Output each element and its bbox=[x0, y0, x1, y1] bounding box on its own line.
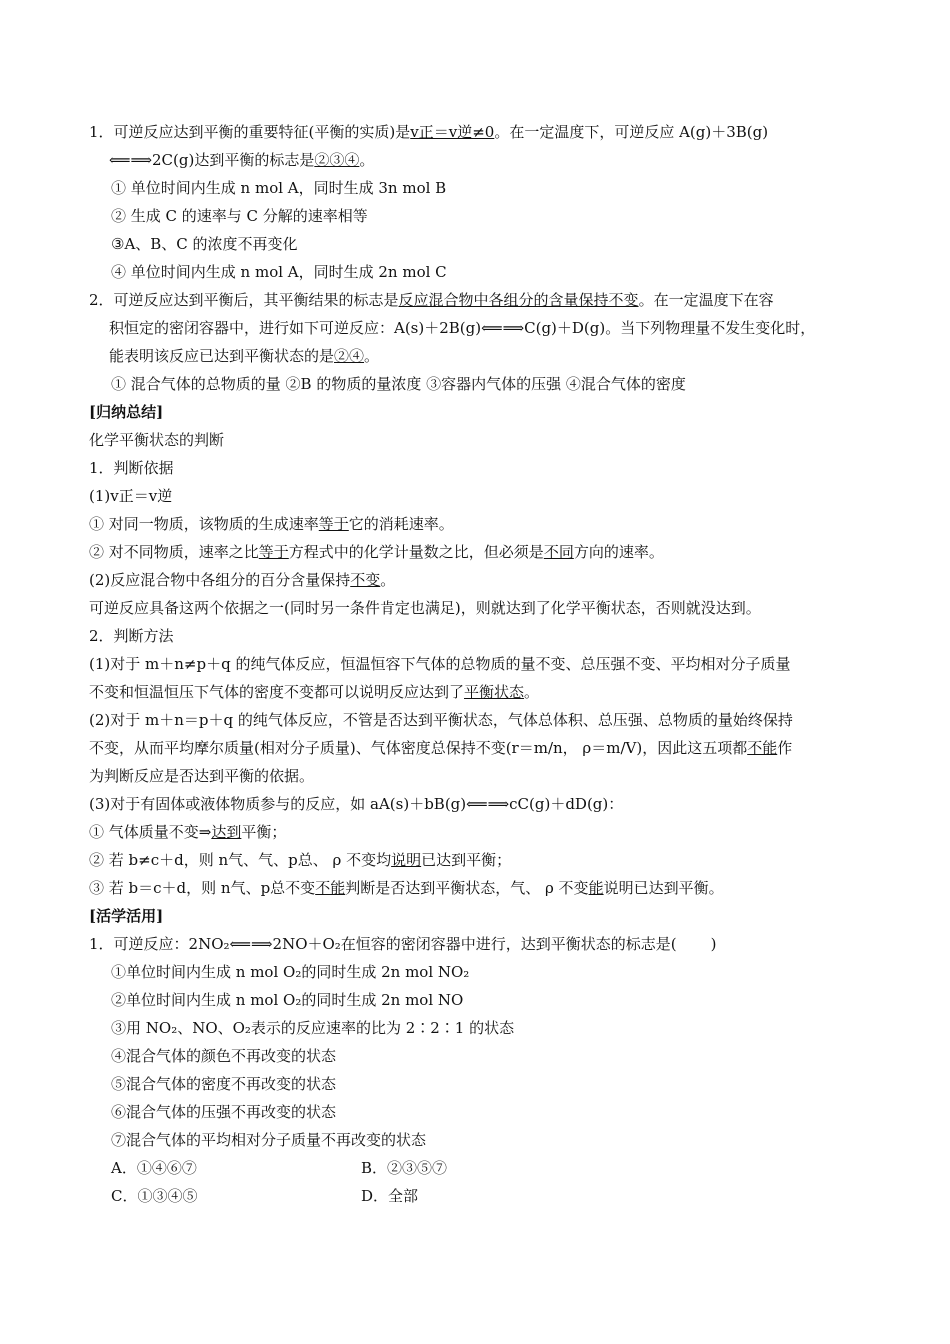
q1-option-2: ② 生成 C 的速率与 C 分解的速率相等 bbox=[111, 207, 368, 225]
question-text-end: ) bbox=[710, 935, 717, 953]
q1-text-b: 。在一定温度下，可逆反应 A(g)＋3B(g) bbox=[494, 123, 769, 141]
q1-text-a: 1．可逆反应达到平衡的重要特征(平衡的实质)是 bbox=[89, 123, 411, 141]
text: 不变，从而平均摩尔质量(相对分子质量)、气体密度总保持不变(r＝m/n， ρ＝m/V)，因此这五项都 bbox=[89, 739, 748, 757]
q1-line-2 bbox=[89, 146, 879, 174]
q2-line-3 bbox=[89, 342, 879, 370]
method-2-line-2 bbox=[89, 734, 879, 762]
summary-heading: [归纳总结] bbox=[89, 403, 164, 421]
q1-answer-b: ②③④ bbox=[314, 151, 360, 169]
method-3-line-1: (3)对于有固体或液体物质参与的反应，如 aA(s)＋bB(g)⟸⟹cC(g)＋dD(g)： bbox=[89, 795, 624, 813]
underlined-answer: 不同 bbox=[543, 543, 574, 561]
choices-row-2 bbox=[89, 1182, 879, 1210]
practice-option-4: ④混合气体的颜色不再改变的状态 bbox=[111, 1047, 337, 1065]
text: ① 对同一物质，该物质的生成速率 bbox=[89, 515, 319, 533]
practice-option-1: ①单位时间内生成 n mol O₂的同时生成 2n mol NO₂ bbox=[111, 963, 470, 981]
summary-point-1a bbox=[89, 510, 879, 538]
method-3-item-2 bbox=[89, 846, 879, 874]
q2-options: ① 混合气体的总物质的量 ②B 的物质的量浓度 ③容器内气体的压强 ④混合气体的密度 bbox=[111, 375, 686, 393]
practice-option-3: ③用 NO₂、NO、O₂表示的反应速率的比为 2∶2∶1 的状态 bbox=[111, 1019, 515, 1037]
text: ② 若 b≠c＋d，则 n气、气、p总、 ρ 不变均 bbox=[89, 851, 392, 869]
q2-text-end: 。 bbox=[364, 347, 380, 365]
summary-point-1b bbox=[89, 538, 879, 566]
method-3-item-3 bbox=[89, 874, 879, 902]
text: ① 气体质量不变⇒ bbox=[89, 823, 212, 841]
document-page bbox=[89, 118, 879, 1210]
underlined-answer: 说明 bbox=[391, 851, 422, 869]
method-1-line-1: (1)对于 m＋n≠p＋q 的纯气体反应，恒温恒容下气体的总物质的量不变、总压强不变、平均相对分子质量 bbox=[89, 655, 791, 673]
underlined-answer: 不能 bbox=[747, 739, 778, 757]
q1-line-1 bbox=[89, 118, 879, 146]
method-2-line-3: 为判断反应是否达到平衡的依据。 bbox=[89, 767, 315, 785]
summary-section-1-1: (1)v正＝v逆 bbox=[89, 487, 173, 505]
choice-b: B．②③⑤⑦ bbox=[361, 1159, 448, 1177]
q1-answer-a: v正＝v逆≠0 bbox=[410, 123, 495, 141]
underlined-answer: 等于 bbox=[318, 515, 349, 533]
text: 不变和恒温恒压下气体的密度不变都可以说明反应达到了 bbox=[89, 683, 465, 701]
underlined-answer: 平衡状态 bbox=[464, 683, 525, 701]
underlined-answer: 达到 bbox=[211, 823, 242, 841]
practice-option-7: ⑦混合气体的平均相对分子质量不再改变的状态 bbox=[111, 1131, 427, 1149]
text: ③ 若 b＝c＋d，则 n气、p总不变 bbox=[89, 879, 316, 897]
practice-option-2: ②单位时间内生成 n mol O₂的同时生成 2n mol NO bbox=[111, 991, 464, 1009]
q2-answer-b: ②④ bbox=[334, 347, 365, 365]
choice-d: D．全部 bbox=[361, 1187, 419, 1205]
text: (2)反应混合物中各组分的百分含量保持 bbox=[89, 571, 351, 589]
q1-option-1: ① 单位时间内生成 n mol A，同时生成 3n mol B bbox=[111, 179, 447, 197]
practice-heading: [活学活用] bbox=[89, 907, 164, 925]
text: 方程式中的化学计量数之比，但必须是 bbox=[288, 543, 544, 561]
choice-c: C．①③④⑤ bbox=[111, 1187, 198, 1205]
q1-text-end: 。 bbox=[359, 151, 375, 169]
underlined-answer: 不变 bbox=[350, 571, 381, 589]
q1-text-c: ⟸⟹2C(g)达到平衡的标志是 bbox=[109, 151, 315, 169]
summary-section-1-2 bbox=[89, 566, 879, 594]
q2-line-2: 积恒定的密闭容器中，进行如下可逆反应：A(s)＋2B(g)⟸⟹C(g)＋D(g)。当下列物理量不发生变化时， bbox=[109, 319, 816, 337]
method-2-line-1: (2)对于 m＋n＝p＋q 的纯气体反应，不管是否达到平衡状态，气体总体积、总压强、总物质的量始终保持 bbox=[89, 711, 793, 729]
practice-option-6: ⑥混合气体的压强不再改变的状态 bbox=[111, 1103, 337, 1121]
practice-question bbox=[89, 930, 879, 958]
text: 作 bbox=[777, 739, 793, 757]
text: 已达到平衡； bbox=[421, 851, 512, 869]
method-1-line-2 bbox=[89, 678, 879, 706]
underlined-answer: 不能 bbox=[315, 879, 346, 897]
q2-answer-a: 反应混合物中各组分的含量保持不变 bbox=[398, 291, 639, 309]
text: 方向的速率。 bbox=[573, 543, 664, 561]
q1-option-3: ③A、B、C 的浓度不再变化 bbox=[111, 235, 298, 253]
q2-line-1 bbox=[89, 286, 879, 314]
question-text: 1．可逆反应：2NO₂⟸⟹2NO＋O₂在恒容的密闭容器中进行，达到平衡状态的标志是( bbox=[89, 935, 677, 953]
text: 说明已达到平衡。 bbox=[603, 879, 724, 897]
choice-a: A．①④⑥⑦ bbox=[111, 1159, 197, 1177]
summary-title: 化学平衡状态的判断 bbox=[89, 431, 225, 449]
q2-text-c: 能表明该反应已达到平衡状态的是 bbox=[109, 347, 335, 365]
text: 。 bbox=[380, 571, 396, 589]
q1-option-4: ④ 单位时间内生成 n mol A，同时生成 2n mol C bbox=[111, 263, 447, 281]
choices-row-1 bbox=[89, 1154, 879, 1182]
underlined-answer: 能 bbox=[588, 879, 604, 897]
summary-section-2: 2．判断方法 bbox=[89, 627, 174, 645]
text: ② 对不同物质，速率之比 bbox=[89, 543, 259, 561]
method-3-item-1 bbox=[89, 818, 879, 846]
summary-conclusion: 可逆反应具备这两个依据之一(同时另一条件肯定也满足)，则就达到了化学平衡状态，否则就没达到。 bbox=[89, 599, 761, 617]
q2-text-b: 。在一定温度下在容 bbox=[638, 291, 774, 309]
text: 判断是否达到平衡状态，气、 ρ 不变 bbox=[345, 879, 589, 897]
text: 它的消耗速率。 bbox=[348, 515, 454, 533]
practice-option-5: ⑤混合气体的密度不再改变的状态 bbox=[111, 1075, 337, 1093]
q2-text-a: 2．可逆反应达到平衡后，其平衡结果的标志是 bbox=[89, 291, 399, 309]
text: 。 bbox=[524, 683, 540, 701]
summary-section-1: 1．判断依据 bbox=[89, 459, 174, 477]
underlined-answer: 等于 bbox=[258, 543, 289, 561]
text: 平衡； bbox=[241, 823, 287, 841]
